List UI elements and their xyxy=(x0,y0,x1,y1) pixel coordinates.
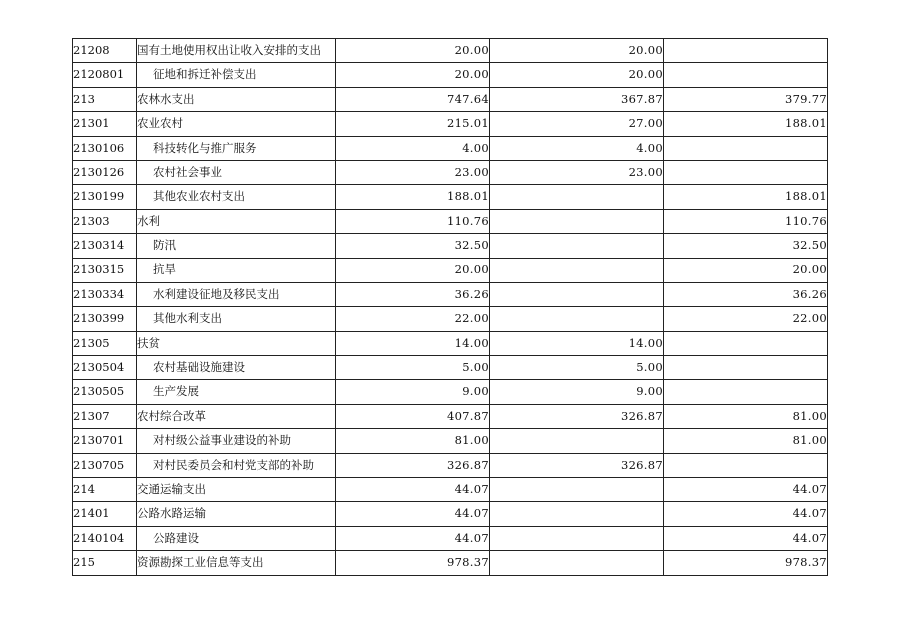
amount-column-2-cell xyxy=(490,185,664,209)
amount-column-3-cell xyxy=(664,160,828,184)
table-row xyxy=(73,502,828,526)
subject-name-cell: 防汛 xyxy=(137,234,336,258)
subject-code-cell: 21301 xyxy=(73,112,137,136)
total-amount-cell: 20.00 xyxy=(336,63,490,87)
amount-column-2-cell xyxy=(490,502,664,526)
subject-code-cell: 2130705 xyxy=(73,453,137,477)
subject-name-cell: 科技转化与推广服务 xyxy=(137,136,336,160)
amount-column-3-cell xyxy=(664,356,828,380)
amount-column-2-cell: 4.00 xyxy=(490,136,664,160)
table-row xyxy=(73,453,828,477)
table-row xyxy=(73,63,828,87)
amount-column-2-cell: 9.00 xyxy=(490,380,664,404)
subject-name-cell: 生产发展 xyxy=(137,380,336,404)
total-amount-cell: 14.00 xyxy=(336,331,490,355)
subject-name-cell: 农业农村 xyxy=(137,112,336,136)
subject-name-cell: 公路水路运输 xyxy=(137,502,336,526)
amount-column-3-cell xyxy=(664,331,828,355)
amount-column-2-cell xyxy=(490,551,664,575)
table-row xyxy=(73,307,828,331)
amount-column-3-cell xyxy=(664,63,828,87)
subject-code-cell: 2130334 xyxy=(73,282,137,306)
table-row xyxy=(73,551,828,575)
amount-column-3-cell: 44.07 xyxy=(664,526,828,550)
amount-column-3-cell: 44.07 xyxy=(664,478,828,502)
subject-code-cell: 2140104 xyxy=(73,526,137,550)
table-row xyxy=(73,526,828,550)
subject-name-cell: 交通运输支出 xyxy=(137,478,336,502)
subject-name-cell: 农村社会事业 xyxy=(137,160,336,184)
total-amount-cell: 9.00 xyxy=(336,380,490,404)
total-amount-cell: 44.07 xyxy=(336,478,490,502)
total-amount-cell: 978.37 xyxy=(336,551,490,575)
amount-column-2-cell xyxy=(490,282,664,306)
subject-name-cell: 其他水利支出 xyxy=(137,307,336,331)
amount-column-2-cell: 20.00 xyxy=(490,63,664,87)
table-row xyxy=(73,234,828,258)
total-amount-cell: 5.00 xyxy=(336,356,490,380)
subject-code-cell: 21401 xyxy=(73,502,137,526)
subject-name-cell: 对村级公益事业建设的补助 xyxy=(137,429,336,453)
total-amount-cell: 36.26 xyxy=(336,282,490,306)
subject-name-cell: 国有土地使用权出让收入安排的支出 xyxy=(137,39,336,63)
subject-name-cell: 对村民委员会和村党支部的补助 xyxy=(137,453,336,477)
table-row xyxy=(73,331,828,355)
total-amount-cell: 407.87 xyxy=(336,404,490,428)
amount-column-2-cell xyxy=(490,526,664,550)
total-amount-cell: 20.00 xyxy=(336,39,490,63)
subject-name-cell: 征地和拆迁补偿支出 xyxy=(137,63,336,87)
amount-column-3-cell: 44.07 xyxy=(664,502,828,526)
table-row xyxy=(73,136,828,160)
table-row xyxy=(73,209,828,233)
total-amount-cell: 747.64 xyxy=(336,87,490,111)
amount-column-3-cell xyxy=(664,39,828,63)
subject-name-cell: 农村综合改革 xyxy=(137,404,336,428)
amount-column-3-cell: 20.00 xyxy=(664,258,828,282)
amount-column-3-cell: 81.00 xyxy=(664,404,828,428)
total-amount-cell: 20.00 xyxy=(336,258,490,282)
subject-name-cell: 扶贫 xyxy=(137,331,336,355)
amount-column-3-cell: 978.37 xyxy=(664,551,828,575)
total-amount-cell: 44.07 xyxy=(336,526,490,550)
total-amount-cell: 23.00 xyxy=(336,160,490,184)
amount-column-2-cell: 20.00 xyxy=(490,39,664,63)
subject-name-cell: 农林水支出 xyxy=(137,87,336,111)
total-amount-cell: 4.00 xyxy=(336,136,490,160)
amount-column-3-cell: 379.77 xyxy=(664,87,828,111)
table-row xyxy=(73,258,828,282)
amount-column-2-cell: 326.87 xyxy=(490,453,664,477)
table-row xyxy=(73,404,828,428)
budget-expenditure-table xyxy=(72,38,828,576)
subject-code-cell: 21307 xyxy=(73,404,137,428)
table-row xyxy=(73,112,828,136)
subject-code-cell: 2120801 xyxy=(73,63,137,87)
amount-column-2-cell: 14.00 xyxy=(490,331,664,355)
amount-column-3-cell xyxy=(664,380,828,404)
subject-code-cell: 21305 xyxy=(73,331,137,355)
subject-code-cell: 2130505 xyxy=(73,380,137,404)
amount-column-2-cell: 367.87 xyxy=(490,87,664,111)
subject-code-cell: 2130315 xyxy=(73,258,137,282)
subject-code-cell: 214 xyxy=(73,478,137,502)
table-row xyxy=(73,356,828,380)
total-amount-cell: 81.00 xyxy=(336,429,490,453)
subject-name-cell: 抗旱 xyxy=(137,258,336,282)
table-row xyxy=(73,87,828,111)
subject-code-cell: 2130701 xyxy=(73,429,137,453)
amount-column-2-cell: 326.87 xyxy=(490,404,664,428)
total-amount-cell: 44.07 xyxy=(336,502,490,526)
amount-column-2-cell: 23.00 xyxy=(490,160,664,184)
subject-code-cell: 2130106 xyxy=(73,136,137,160)
total-amount-cell: 326.87 xyxy=(336,453,490,477)
subject-code-cell: 2130399 xyxy=(73,307,137,331)
subject-code-cell: 213 xyxy=(73,87,137,111)
subject-name-cell: 水利建设征地及移民支出 xyxy=(137,282,336,306)
amount-column-3-cell xyxy=(664,453,828,477)
amount-column-2-cell xyxy=(490,209,664,233)
subject-code-cell: 215 xyxy=(73,551,137,575)
table-row xyxy=(73,478,828,502)
total-amount-cell: 110.76 xyxy=(336,209,490,233)
table-row xyxy=(73,282,828,306)
table-body xyxy=(73,39,828,576)
subject-code-cell: 2130314 xyxy=(73,234,137,258)
subject-name-cell: 其他农业农村支出 xyxy=(137,185,336,209)
subject-code-cell: 2130126 xyxy=(73,160,137,184)
subject-code-cell: 21208 xyxy=(73,39,137,63)
amount-column-2-cell xyxy=(490,429,664,453)
table-row xyxy=(73,429,828,453)
total-amount-cell: 215.01 xyxy=(336,112,490,136)
amount-column-2-cell xyxy=(490,234,664,258)
amount-column-2-cell: 5.00 xyxy=(490,356,664,380)
table-row xyxy=(73,185,828,209)
amount-column-3-cell: 81.00 xyxy=(664,429,828,453)
amount-column-3-cell: 32.50 xyxy=(664,234,828,258)
amount-column-2-cell xyxy=(490,258,664,282)
total-amount-cell: 22.00 xyxy=(336,307,490,331)
subject-code-cell: 2130199 xyxy=(73,185,137,209)
subject-code-cell: 21303 xyxy=(73,209,137,233)
amount-column-3-cell: 22.00 xyxy=(664,307,828,331)
total-amount-cell: 188.01 xyxy=(336,185,490,209)
subject-name-cell: 公路建设 xyxy=(137,526,336,550)
subject-name-cell: 农村基础设施建设 xyxy=(137,356,336,380)
amount-column-3-cell: 110.76 xyxy=(664,209,828,233)
amount-column-3-cell xyxy=(664,136,828,160)
table-row xyxy=(73,39,828,63)
amount-column-2-cell xyxy=(490,307,664,331)
subject-code-cell: 2130504 xyxy=(73,356,137,380)
table-row xyxy=(73,160,828,184)
total-amount-cell: 32.50 xyxy=(336,234,490,258)
amount-column-2-cell xyxy=(490,478,664,502)
amount-column-3-cell: 36.26 xyxy=(664,282,828,306)
table-row xyxy=(73,380,828,404)
amount-column-2-cell: 27.00 xyxy=(490,112,664,136)
subject-name-cell: 水利 xyxy=(137,209,336,233)
amount-column-3-cell: 188.01 xyxy=(664,185,828,209)
amount-column-3-cell: 188.01 xyxy=(664,112,828,136)
subject-name-cell: 资源勘探工业信息等支出 xyxy=(137,551,336,575)
